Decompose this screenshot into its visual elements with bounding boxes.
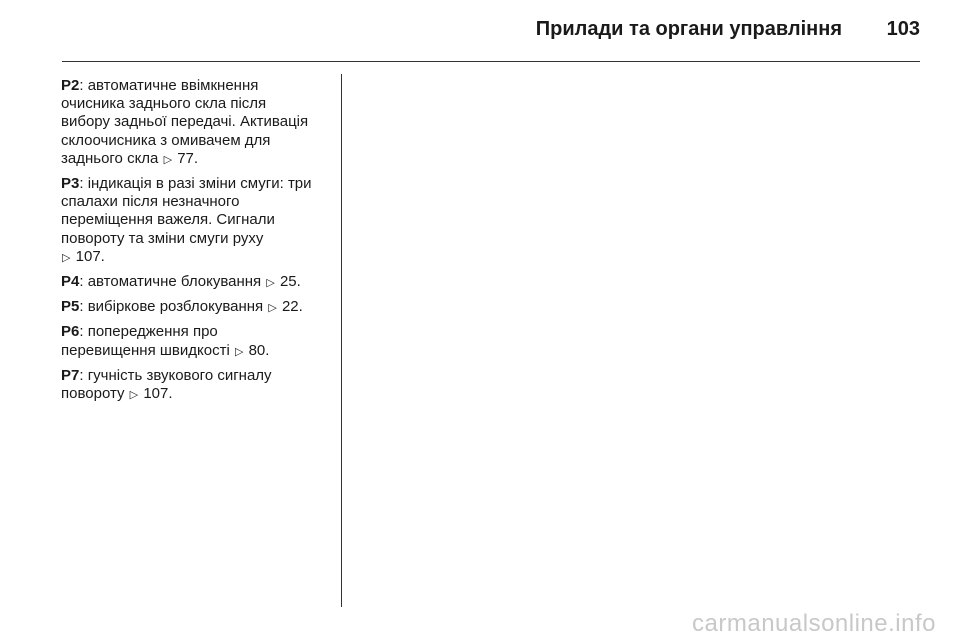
entry-code: P6 bbox=[61, 323, 80, 341]
watermark: carmanualsonline.info bbox=[692, 610, 936, 637]
entry-text: : індикація в разі зміни смуги: три спалахи після незначного переміщення важеля. Сигнали повороту та зміни смуги руху bbox=[61, 175, 312, 247]
column-divider bbox=[341, 74, 342, 607]
page-reference[interactable]: 107. bbox=[143, 385, 173, 403]
section-title: Прилади та органи управління bbox=[535, 18, 842, 40]
page-ref-icon: ▷ bbox=[62, 251, 71, 264]
page-reference[interactable]: 77. bbox=[177, 149, 199, 167]
page-ref-icon: ▷ bbox=[266, 277, 275, 290]
entry-p7 bbox=[61, 367, 329, 404]
page-ref-icon: ▷ bbox=[163, 153, 173, 166]
entry-code: P2 bbox=[61, 77, 80, 94]
page-reference[interactable]: 107. bbox=[75, 247, 105, 265]
page-ref-icon: ▷ bbox=[129, 389, 139, 402]
page-header bbox=[62, 14, 920, 52]
entry-p4 bbox=[61, 273, 329, 292]
entry-text: : гучність звукового сигналу повороту bbox=[61, 366, 272, 403]
entry-text: : вибіркове розблокування bbox=[79, 298, 268, 316]
entry-code: P3 bbox=[61, 175, 80, 193]
left-column bbox=[61, 77, 329, 410]
entry-p2 bbox=[61, 77, 329, 169]
entry-p5 bbox=[61, 298, 329, 317]
entry-text: : автоматичне блокування bbox=[79, 273, 266, 291]
entry-code: P5 bbox=[61, 298, 80, 316]
header-divider bbox=[62, 61, 920, 62]
page-ref-icon: ▷ bbox=[234, 345, 244, 358]
page-reference[interactable]: 22. bbox=[281, 298, 303, 316]
entry-p3 bbox=[61, 175, 329, 267]
entry-code: P7 bbox=[61, 366, 80, 384]
entry-code: P4 bbox=[61, 273, 80, 291]
entry-text: : автоматичне ввімкнення очисника заднього скла після вибору задньої передачі. Активація склоочисника з омивачем для заднього скла bbox=[61, 77, 309, 167]
page-ref-icon: ▷ bbox=[268, 302, 277, 315]
page-number: 103 bbox=[886, 18, 920, 40]
page-reference[interactable]: 80. bbox=[248, 341, 270, 359]
page-reference[interactable]: 25. bbox=[279, 273, 301, 291]
entry-p6 bbox=[61, 323, 329, 360]
entry-text: : попередження про перевищення швидкості bbox=[61, 323, 230, 359]
